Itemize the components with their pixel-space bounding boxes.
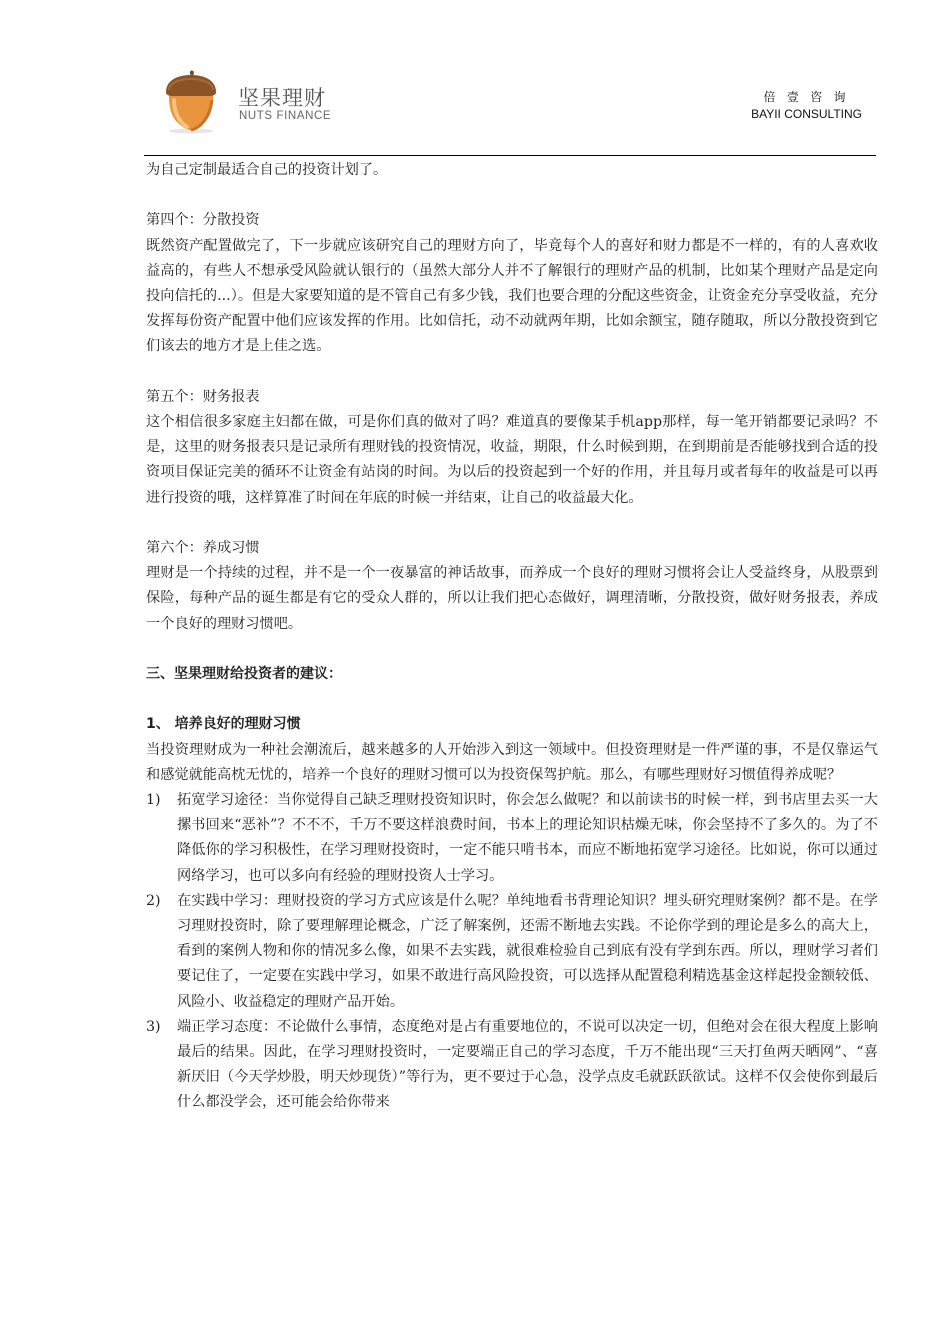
- section-4-title: 第四个：分散投资: [146, 212, 260, 229]
- list-item: [146, 889, 878, 1015]
- list-item-text: 拓宽学习途径：当你觉得自己缺乏理财投资知识时，你会怎么做呢？和以前读书的时候一样，到书店里去买一大摞书回来“恶补”？不不不，千万不要这样浪费时间，书本上的理论知识枯燥无味，你会坚持不了多久的。为了不降低你的学习积极性，在学习理财投资时，一定不能只啃书本，而应不断地拓宽学习途径。比如说，你可以通过网络学习，也可以多向有经验的理财投资人士学习。: [177, 792, 878, 884]
- part-3-heading: 三、坚果理财给投资者的建议：: [146, 666, 342, 682]
- document-body: [146, 158, 878, 1116]
- intro-paragraph: 为自己定制最适合自己的投资计划了。: [146, 162, 388, 178]
- list-item-number: 3): [146, 1018, 161, 1035]
- acorn-logo-icon: [160, 70, 222, 134]
- list-item: [146, 1015, 878, 1116]
- list-item: [146, 788, 878, 889]
- list-item-number: 1): [146, 792, 161, 808]
- partner-logo-text: [751, 88, 862, 121]
- partner-name-en: BAYII CONSULTING: [751, 107, 862, 121]
- section-5-paragraph: 这个相信很多家庭主妇都在做，可是你们真的做对了吗？难道真的要像某手机app那样，每一笔开销都要记录吗？不是，这里的财务报表只是记录所有理财钱的投资情况，收益，期限，什么时候到期，在到期前是否能够找到合适的投资项目保证完美的循环不让资金有站岗的时间。为以后的投资起到一个好的作用，并且每月或者每年的收益是可以再进行投资的哦，这样算准了时间在年底的时候一并结束，让自己的收益最大化。: [146, 414, 878, 506]
- subsection-1-paragraph: 当投资理财成为一种社会潮流后，越来越多的人开始涉入到这一领域中。但投资理财是一件严谨的事，不是仅靠运气和感觉就能高枕无忧的，培养一个良好的理财习惯可以为投资保驾护航。那么，有哪些理财好习惯值得养成呢？: [146, 741, 878, 783]
- section-6-paragraph: 理财是一个持续的过程，并不是一个一夜暴富的神话故事，而养成一个良好的理财习惯将会让人受益终身，从股票到保险，每种产品的诞生都是有它的受众人群的，所以让我们把心态做好，调理清晰，分散投资，做好财务报表，养成一个良好的理财习惯吧。: [146, 565, 878, 632]
- header-divider: [144, 155, 876, 156]
- partner-name-cn: 倍 壹 咨 询: [763, 90, 850, 104]
- brand-name-en: NUTS FINANCE: [239, 110, 332, 122]
- page-header: [0, 0, 950, 158]
- subsection-1-heading: 1、 培养良好的理财习惯: [146, 716, 301, 733]
- section-5-title: 第五个：财务报表: [146, 388, 260, 405]
- list-item-number: 2): [146, 892, 161, 909]
- section-6-title: 第六个：养成习惯: [146, 540, 260, 556]
- habit-list: [146, 788, 878, 1116]
- section-4-paragraph: 既然资产配置做完了，下一步就应该研究自己的理财方向了，毕竟每个人的喜好和财力都是不一样的，有的人喜欢收益高的，有些人不想承受风险就认银行的（虽然大部分人并不了解银行的理财产品的机制，比如某个理财产品是定向投向信托的...）。但是大家要知道的是不管自己有多少钱，我们也要合理的分配这些资金，让资金充分享受收益，充分发挥每份资产配置中他们应该发挥的作用。比如信托，动不动就两年期，比如余额宝，随存随取，所以分散投资到它们该去的地方才是上佳之选。: [146, 237, 878, 355]
- list-item-text: 在实践中学习：理财投资的学习方式应该是什么呢？单纯地看书背理论知识？埋头研究理财案例？都不是。在学习理财投资时，除了要理解理论概念，广泛了解案例，还需不断地去实践。不论你学到的理论是多么的高大上，看到的案例人物和你的情况多么像，如果不去实践，就很难检验自己到底有没有学到东西。所以，理财学习者们要记住了，一定要在实践中学习，如果不敢进行高风险投资，可以选择从配置稳利精选基金这样起投金额较低、风险小、收益稳定的理财产品开始。: [177, 892, 878, 1010]
- list-item-text: 端正学习态度：不论做什么事情，态度绝对是占有重要地位的，不说可以决定一切，但绝对会在很大程度上影响最后的结果。因此，在学习理财投资时，一定要端正自己的学习态度，千万不能出现“三天打鱼两天晒网”、“喜新厌旧（今天学炒股，明天炒现货）”等行为，更不要过于心急，没学点皮毛就跃跃欲试。这样不仅会使你到最后什么都没学会，还可能会给你带来: [177, 1018, 878, 1111]
- brand-name-cn: 坚果理财: [238, 86, 326, 110]
